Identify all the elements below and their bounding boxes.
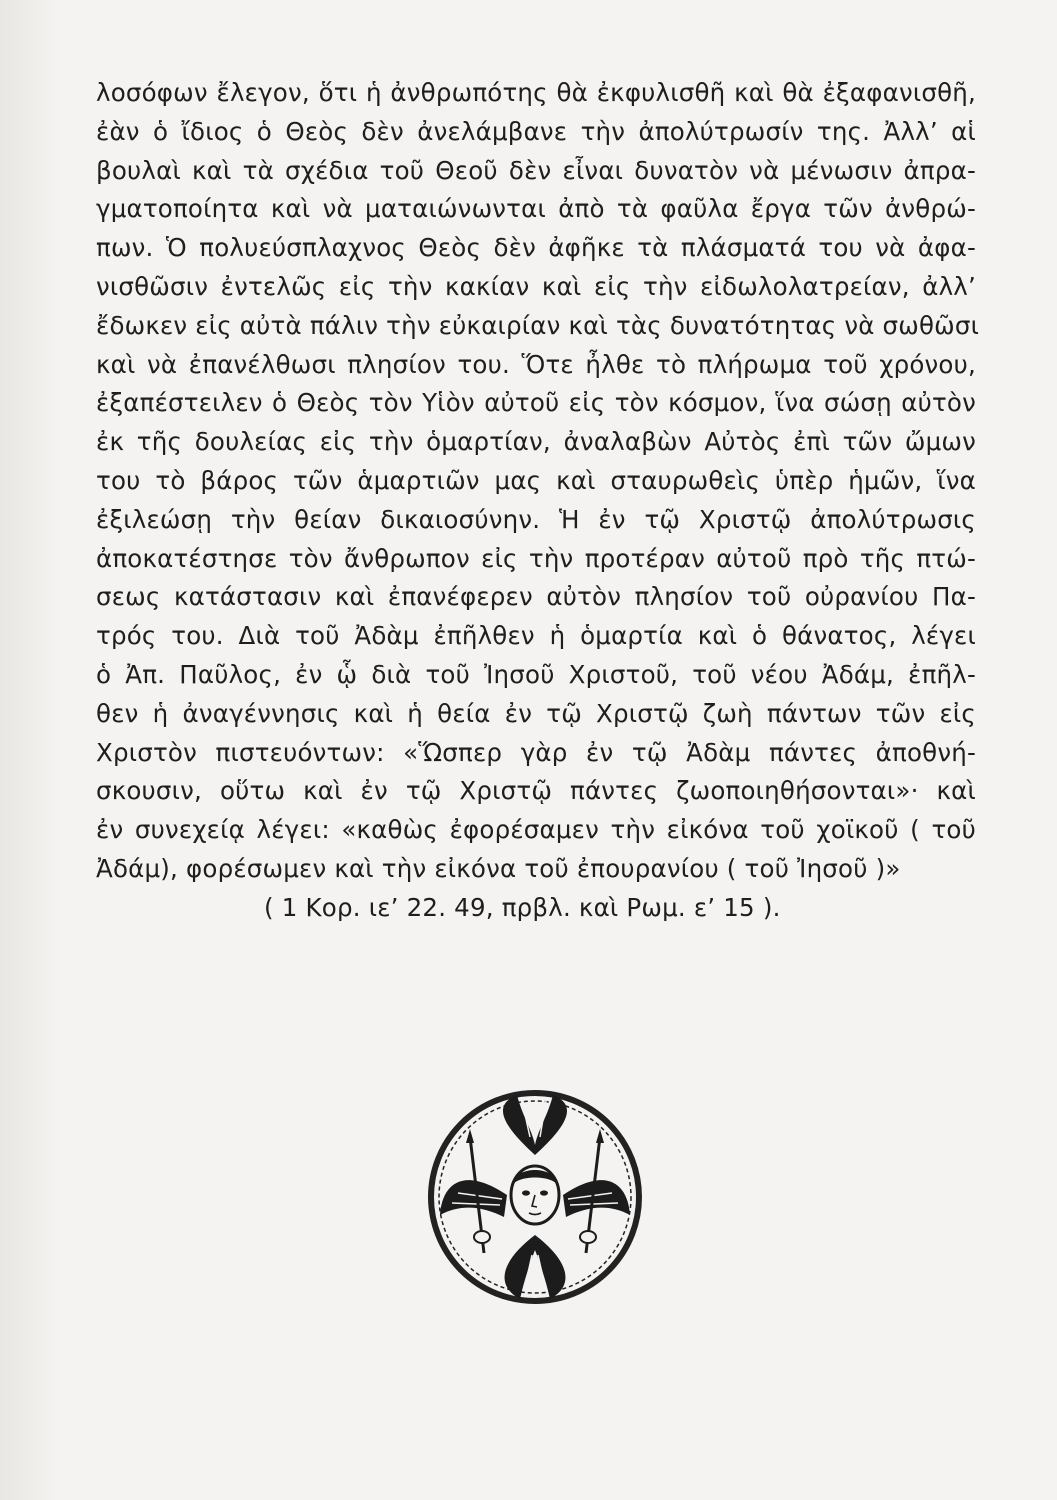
text-line: σεως κατάστασιν καὶ ἐπανέφερεν αὐτὸν πλησίον τοῦ οὐρανίου Πα- [96, 582, 976, 612]
text-line: τρός του. Διὰ τοῦ Ἀδὰμ ἐπῆλθεν ἡ ὁμαρτία καὶ ὁ θάνατος, λέγει [96, 621, 976, 651]
text-line: σκουσιν, οὕτω καὶ ἐν τῷ Χριστῷ πάντες ζωοποιηθήσονται»· καὶ [96, 776, 976, 806]
text-line: ἐν συνεχείᾳ λέγει: «καθὼς ἐφορέσαμεν τὴν εἰκόνα τοῦ χοϊκοῦ ( τοῦ [96, 815, 976, 845]
text-line: ὁ Ἀπ. Παῦλος, ἐν ᾧ διὰ τοῦ Ἰησοῦ Χριστοῦ, τοῦ νέου Ἀδάμ, ἐπῆλ- [96, 659, 976, 689]
text-line: ἐξιλεώσῃ τὴν θείαν δικαιοσύνην. Ἡ ἐν τῷ Χριστῷ ἀπολύτρωσις [96, 504, 976, 534]
text-line: πων. Ὁ πολυεύσπλαχνος Θεὸς δὲν ἀφῆκε τὰ πλάσματά του νὰ ἀφα- [96, 233, 976, 263]
text-line: Ἀδάμ), φορέσωμεν καὶ τὴν εἰκόνα τοῦ ἐπουρανίου ( τοῦ Ἰησοῦ )» [96, 853, 901, 883]
text-line: ἐὰν ὁ ἴδιος ὁ Θεὸς δὲν ἀνελάμβανε τὴν ἀπολύτρωσίν της. Ἀλλ’ αἱ [96, 116, 976, 146]
text-line: ἐξαπέστειλεν ὁ Θεὸς τὸν Υἱὸν αὐτοῦ εἰς τὸν κόσμον, ἵνα σώσῃ αὐτὸν [96, 388, 976, 418]
seraph-icon [422, 1085, 648, 1309]
text-line: καὶ νὰ ἐπανέλθωσι πλησίον του. Ὅτε ἦλθε τὸ πλήρωμα τοῦ χρόνου, [96, 349, 976, 379]
text-line: λοσόφων ἔλεγον, ὅτι ἡ ἀνθρωπότης θὰ ἐκφυλισθῆ καὶ θὰ ἐξαφανισθῆ, [96, 78, 976, 107]
text-line: Χριστὸν πιστευόντων: «Ὥσπερ γὰρ ἐν τῷ Ἀδὰμ πάντες ἀποθνή- [96, 737, 976, 767]
text-line: ἔδωκεν εἰς αὐτὰ πάλιν τὴν εὐκαιρίαν καὶ τὰς δυνατότητας νὰ σωθῶσι [96, 310, 980, 340]
body-text [96, 74, 980, 928]
text-line: βουλαὶ καὶ τὰ σχέδια τοῦ Θεοῦ δὲν εἶναι δυνατὸν νὰ μένωσιν ἀπρα- [96, 155, 976, 185]
text-line: ἐκ τῆς δουλείας εἰς τὴν ὁμαρτίαν, ἀναλαβὼν Αὐτὸς ἐπὶ τῶν ὤμων [96, 427, 976, 457]
text-line: θεν ἡ ἀναγέννησις καὶ ἡ θεία ἐν τῷ Χριστῷ ζωὴ πάντων τῶν εἰς [96, 698, 976, 728]
text-line: του τὸ βάρος τῶν ἁμαρτιῶν μας καὶ σταυρωθεὶς ὑπὲρ ἡμῶν, ἵνα [96, 465, 976, 495]
text-line: γματοποίητα καὶ νὰ ματαιώνωνται ἀπὸ τὰ φαῦλα ἔργα τῶν ἀνθρώ- [96, 194, 976, 224]
text-line: νισθῶσιν ἐντελῶς εἰς τὴν κακίαν καὶ εἰς τὴν εἰδωλολατρείαν, ἀλλ’ [96, 271, 976, 301]
text-line: ἀποκατέστησε τὸν ἄνθρωπον εἰς τὴν προτέραν αὐτοῦ πρὸ τῆς πτώ- [96, 543, 976, 573]
page-edge-shadow [0, 0, 60, 1500]
citation: ( 1 Κορ. ιε’ 22. 49, πρβλ. καὶ Ρωμ. ε’ 15 ). [264, 892, 781, 922]
